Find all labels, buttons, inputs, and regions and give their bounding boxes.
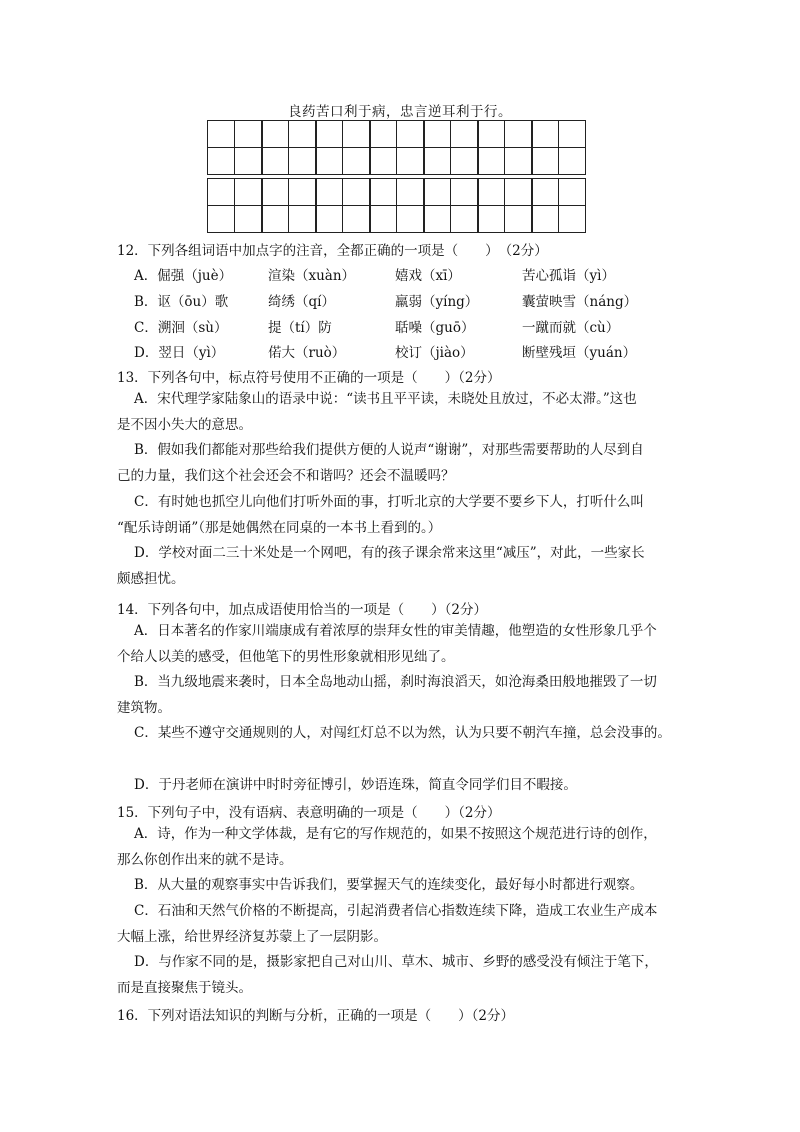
q15-option-a bbox=[117, 822, 692, 873]
q14-d-line-1: D．于丹老师在演讲中时时旁征博引，妙语连珠，简直令同学们目不暇接。 bbox=[134, 777, 577, 793]
question-16-stem: 16．下列对语法知识的判断与分析，正确的一项是（ ）（2分） bbox=[117, 1008, 515, 1024]
motto-sentence: 良药苦口利于病，忠言逆耳利于行。 bbox=[288, 104, 512, 120]
q15-c-line-1: C．石油和天然气价格的不断提高，引起消费者信心指数连续下降，造成工农业生产成本 bbox=[134, 903, 658, 919]
q14-b-line-2: 建筑物。 bbox=[117, 699, 171, 716]
q12-option-b-4: 囊萤映雪（náng） bbox=[522, 294, 638, 310]
q12-option-b-2: 绮绣（qí） bbox=[268, 294, 335, 310]
q12-option-a-2: 渲染（xuàn） bbox=[268, 268, 356, 284]
q12-option-c-3: 聒噪（guō） bbox=[395, 320, 475, 336]
q12-option-d-3: 校订（jiào） bbox=[395, 345, 474, 361]
q13-d-line-1: D．学校对面二三十米处是一个网吧，有的孩子课余常来这里“减压”，对此，一些家长 bbox=[134, 545, 645, 561]
q15-a-line-2: 那么你创作出来的就不是诗。 bbox=[117, 851, 293, 868]
q14-option-d bbox=[117, 773, 692, 799]
q14-a-line-2: 个给人以美的感受，但他笔下的男性形象就相形见绌了。 bbox=[117, 648, 455, 665]
writing-grid bbox=[207, 120, 586, 233]
question-13-stem: 13．下列各句中，标点符号使用不正确的一项是（ ）（2分） bbox=[117, 370, 501, 386]
q12-option-a-3: 嬉戏（xī） bbox=[395, 268, 461, 284]
q13-option-d bbox=[117, 541, 692, 592]
q15-b-line-1: B．从大量的观察事实中告诉我们，要掌握天气的连续变化，最好每小时都进行观察。 bbox=[134, 877, 644, 893]
q15-option-c bbox=[117, 899, 692, 950]
question-14-stem: 14．下列各句中，加点成语使用恰当的一项是（ ）（2分） bbox=[117, 602, 488, 618]
q13-b-line-1: B．假如我们都能对那些给我们提供方便的人说声“谢谢”，对那些需要帮助的人尽到自 bbox=[134, 442, 644, 458]
q14-b-line-1: B．当九级地震来袭时，日本全岛地动山摇，刹时海浪滔天，如沧海桑田般地摧毁了一切 bbox=[134, 674, 657, 690]
q12-option-a-4: 苦心孤诣（yì） bbox=[522, 268, 615, 284]
q14-option-a bbox=[117, 619, 692, 670]
q12-option-d-2: 偌大（ruò） bbox=[268, 345, 346, 361]
q14-option-c bbox=[117, 721, 692, 747]
q13-option-c bbox=[117, 490, 692, 541]
q15-d-line-1: D．与作家不同的是，摄影家把自己对山川、草木、城市、乡野的感受没有倾注于笔下， bbox=[134, 954, 658, 970]
q15-a-line-1: A．诗，作为一种文学体裁，是有它的写作规范的，如果不按照这个规范进行诗的创作， bbox=[134, 826, 657, 842]
q13-b-line-2: 己的力量，我们这个社会还会不和谐吗？还会不温暖吗？ bbox=[117, 467, 455, 484]
q13-c-line-2: “配乐诗朗诵”（那是她偶然在同桌的一本书上看到的。） bbox=[117, 519, 442, 536]
q12-option-c-1: C．溯洄（sù） bbox=[134, 320, 228, 336]
q12-option-b-3: 羸弱（yíng） bbox=[395, 294, 479, 310]
q14-option-b bbox=[117, 670, 692, 721]
question-15-stem: 15．下列句子中，没有语病、表意明确的一项是（ ）（2分） bbox=[117, 805, 501, 821]
q15-option-b bbox=[117, 873, 692, 899]
q13-a-line-2: 是不因小失大的意思。 bbox=[117, 416, 252, 433]
q14-a-line-1: A．日本著名的作家川端康成有着浓厚的崇拜女性的审美情趣，他塑造的女性形象几乎个 bbox=[134, 623, 657, 639]
q14-c-line-1: C．某些不遵守交通规则的人，对闯红灯总不以为然，认为只要不朝汽车撞，总会没事的。 bbox=[134, 725, 671, 741]
q13-option-b bbox=[117, 438, 692, 489]
q12-option-d-4: 断壁残垣（yuán） bbox=[522, 345, 637, 361]
q12-option-a-1: A．倔强（juè） bbox=[134, 268, 233, 284]
q13-option-a bbox=[117, 387, 692, 438]
question-12-stem: 12．下列各组词语中加点字的注音，全都正确的一项是（ ） （2分） bbox=[117, 243, 548, 259]
q15-option-d bbox=[117, 950, 692, 1001]
q12-option-d-1: D．翌日（yì） bbox=[134, 345, 225, 361]
q13-a-line-1: A．宋代理学家陆象山的语录中说：“读书且平平读，未晓处且放过，不必太滞。”这也 bbox=[134, 391, 637, 407]
q12-option-c-4: 一蹴而就（cù） bbox=[522, 320, 620, 336]
q15-d-line-2: 而是直接聚焦于镜头。 bbox=[117, 979, 252, 996]
q13-d-line-2: 颇感担忧。 bbox=[117, 570, 185, 587]
q13-c-line-1: C．有时她也抓空儿向他们打听外面的事，打听北京的大学要不要乡下人，打听什么叫 bbox=[134, 494, 644, 510]
q12-option-b-1: B．讴（ōu）歌 bbox=[134, 294, 229, 310]
q12-option-c-2: 提（tí）防 bbox=[268, 320, 332, 336]
q15-c-line-2: 大幅上涨，给世界经济复苏蒙上了一层阴影。 bbox=[117, 928, 387, 945]
